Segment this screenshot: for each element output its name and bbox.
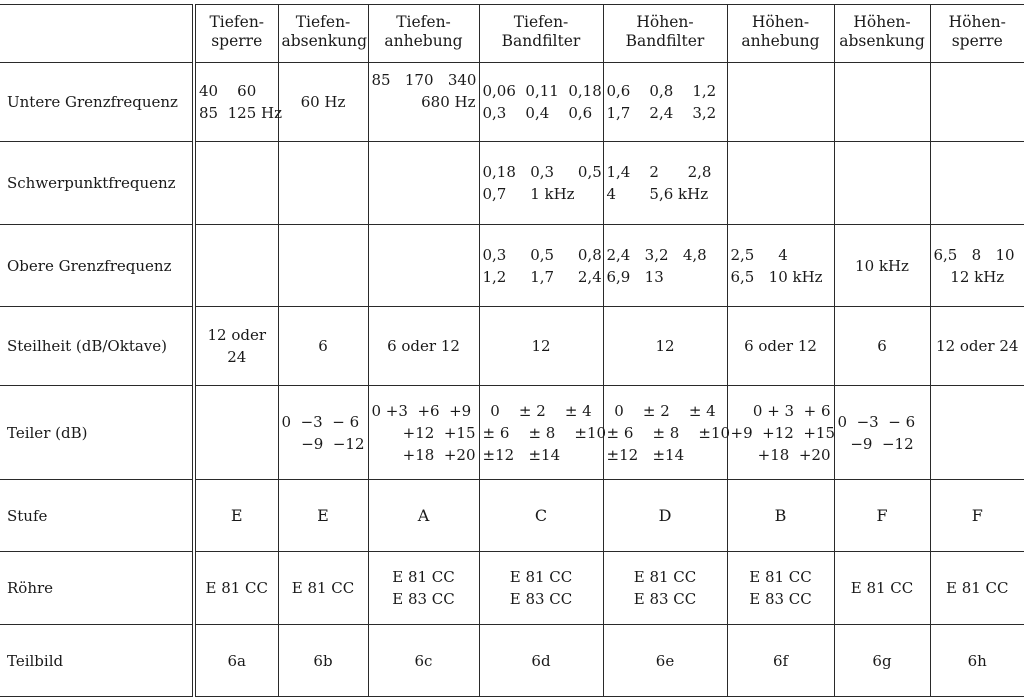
table-cell: 0 ± 2 ± 4 ± 6 ± 8 ±10 ±12 ±14 (603, 386, 727, 480)
table-cell: 6 (834, 307, 930, 386)
table-cell: D (603, 480, 727, 552)
row-schwerpunktfrequenz (0, 142, 1024, 225)
table-cell: 6 oder 12 (368, 307, 479, 386)
table-cell: 40 60 85 125 Hz (194, 63, 278, 142)
table-cell: E 81 CC (278, 552, 368, 625)
table-cell: 2,5 4 6,5 10 kHz (727, 225, 834, 307)
table-cell: 0,6 0,8 1,2 1,7 2,4 3,2 (603, 63, 727, 142)
table-cell: E 81 CC E 83 CC (479, 552, 603, 625)
table-cell: 6f (727, 625, 834, 697)
table-cell: 10 kHz (834, 225, 930, 307)
table-cell (727, 63, 834, 142)
table-cell (930, 63, 1024, 142)
row-label: Teilbild (0, 625, 194, 697)
table-cell (727, 142, 834, 225)
table-cell: E 81 CC (834, 552, 930, 625)
table-cell: 6b (278, 625, 368, 697)
table-cell: E 81 CC E 83 CC (368, 552, 479, 625)
row-stufe (0, 480, 1024, 552)
table-cell: 6,5 8 10 12 kHz (930, 225, 1024, 307)
table-cell: 2,4 3,2 4,8 6,9 13 (603, 225, 727, 307)
filter-table (0, 4, 1024, 697)
table-cell: 6g (834, 625, 930, 697)
row-label: Untere Grenzfrequenz (0, 63, 194, 142)
row-label: Röhre (0, 552, 194, 625)
table-cell: E (278, 480, 368, 552)
table-cell: 6a (194, 625, 278, 697)
table-cell (834, 142, 930, 225)
row-teilbild (0, 625, 1024, 697)
table-cell: 0 −3 − 6 −9 −12 (834, 386, 930, 480)
table-cell: 0 +3 +6 +9 +12 +15 +18 +20 (368, 386, 479, 480)
table-cell (368, 142, 479, 225)
table-cell: B (727, 480, 834, 552)
column-header: Tiefen- Bandfilter (479, 5, 603, 63)
column-header: Höhen- anhebung (727, 5, 834, 63)
column-header: Tiefen- sperre (194, 5, 278, 63)
table-cell: 6e (603, 625, 727, 697)
table-cell: F (930, 480, 1024, 552)
header-row (0, 5, 1024, 63)
table-cell: 12 oder 24 (930, 307, 1024, 386)
table-cell: A (368, 480, 479, 552)
table-cell: 0 ± 2 ± 4 ± 6 ± 8 ±10 ±12 ±14 (479, 386, 603, 480)
table-cell: 12 (603, 307, 727, 386)
row-label: Steilheit (dB/Oktave) (0, 307, 194, 386)
table-cell (930, 142, 1024, 225)
table-cell: 85 170 340 680 Hz (368, 63, 479, 142)
table-cell: 60 Hz (278, 63, 368, 142)
row-teiler (0, 386, 1024, 480)
row-label: Obere Grenzfrequenz (0, 225, 194, 307)
column-header: Tiefen- anhebung (368, 5, 479, 63)
row-label: Stufe (0, 480, 194, 552)
table-cell: 0 −3 − 6 −9 −12 (278, 386, 368, 480)
column-header: Höhen- sperre (930, 5, 1024, 63)
table-cell: 6 (278, 307, 368, 386)
table-cell: E 81 CC (930, 552, 1024, 625)
column-header: Höhen- absenkung (834, 5, 930, 63)
table-cell (278, 225, 368, 307)
row-roehre (0, 552, 1024, 625)
table-cell (278, 142, 368, 225)
table-cell: F (834, 480, 930, 552)
table-cell: 0,3 0,5 0,8 1,2 1,7 2,4 (479, 225, 603, 307)
table-cell: 6c (368, 625, 479, 697)
table-cell (834, 63, 930, 142)
table-cell: E 81 CC E 83 CC (603, 552, 727, 625)
table-cell (368, 225, 479, 307)
table-cell: 6d (479, 625, 603, 697)
table-cell: 12 (479, 307, 603, 386)
table-cell: 6 oder 12 (727, 307, 834, 386)
table-cell (194, 142, 278, 225)
column-header: Höhen- Bandfilter (603, 5, 727, 63)
table-cell: 12 oder 24 (194, 307, 278, 386)
table-cell (194, 386, 278, 480)
row-steilheit (0, 307, 1024, 386)
corner-cell (0, 5, 194, 63)
table-cell: 1,4 2 2,8 4 5,6 kHz (603, 142, 727, 225)
column-header: Tiefen- absenkung (278, 5, 368, 63)
table-cell: E 81 CC E 83 CC (727, 552, 834, 625)
table-cell: C (479, 480, 603, 552)
table-cell: 6h (930, 625, 1024, 697)
row-untere-grenzfrequenz (0, 63, 1024, 142)
table-cell: E (194, 480, 278, 552)
table-cell: 0 + 3 + 6 +9 +12 +15 +18 +20 (727, 386, 834, 480)
row-label: Schwerpunktfrequenz (0, 142, 194, 225)
row-label: Teiler (dB) (0, 386, 194, 480)
row-obere-grenzfrequenz (0, 225, 1024, 307)
table-cell: E 81 CC (194, 552, 278, 625)
table-cell: 0,18 0,3 0,5 0,7 1 kHz (479, 142, 603, 225)
table-cell: 0,06 0,11 0,18 0,3 0,4 0,6 (479, 63, 603, 142)
table-cell (194, 225, 278, 307)
table-cell (930, 386, 1024, 480)
